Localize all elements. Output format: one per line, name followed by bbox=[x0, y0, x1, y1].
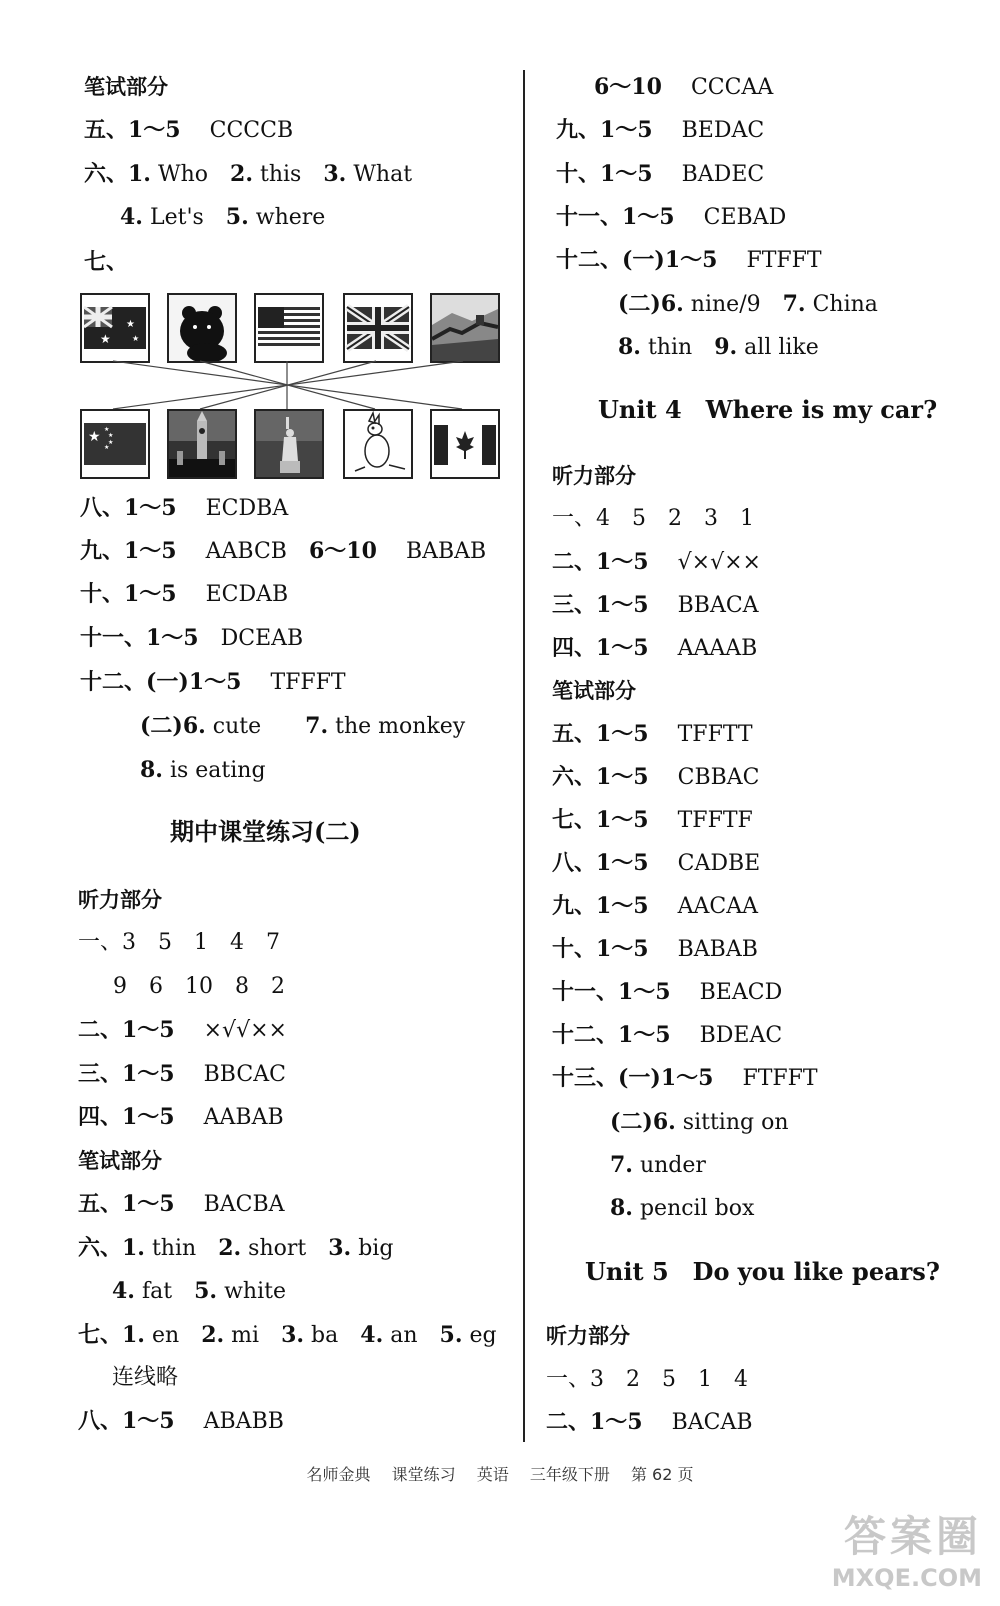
svg-text:★: ★ bbox=[126, 319, 135, 330]
answer-line: 一、4 5 2 3 1 bbox=[552, 506, 754, 531]
section-title: 期中课堂练习(二) bbox=[170, 817, 361, 846]
answer-line: 十、1～5 BADEC bbox=[556, 161, 765, 187]
column-divider bbox=[523, 70, 525, 1442]
answer-line: 十一、1～5 CEBAD bbox=[556, 204, 787, 230]
answer-line: 十二、(一)1～5 TFFFT bbox=[80, 669, 346, 695]
footer-subject: 英语 bbox=[476, 1465, 509, 1484]
svg-text:★: ★ bbox=[88, 429, 101, 445]
answer-line: 六、1. Who 2. this 3. What bbox=[84, 161, 413, 187]
answer-line: 一、3 2 5 1 4 bbox=[546, 1367, 748, 1392]
answer-line: 五、1～5 CCCCB bbox=[84, 117, 294, 143]
answer-line: 8. is eating bbox=[140, 757, 266, 783]
answer-line: 十、1～5 ECDAB bbox=[80, 581, 289, 607]
answer-line: 八、1～5 CADBE bbox=[552, 850, 761, 876]
answer-line: 十二、1～5 BDEAC bbox=[552, 1022, 783, 1048]
answer-line: (二)6. sitting on bbox=[610, 1109, 789, 1135]
answer-line: 4. fat 5. white bbox=[112, 1278, 286, 1304]
answer-note: 连线略 bbox=[112, 1365, 179, 1390]
answer-line: 4. Let's 5. where bbox=[120, 204, 326, 230]
answer-line: 十二、(一)1～5 FTFFT bbox=[556, 247, 822, 273]
answer-line: 五、1～5 BACBA bbox=[78, 1191, 285, 1217]
uk-flag-image bbox=[343, 293, 413, 363]
section-heading: 笔试部分 bbox=[84, 75, 168, 99]
answer-line: 十三、(一)1～5 FTFFT bbox=[552, 1065, 818, 1091]
answer-line: 九、1～5 BEDAC bbox=[556, 117, 765, 143]
answer-line: 二、1～5 √×√×× bbox=[552, 549, 761, 575]
answer-line: 五、1～5 TFFTT bbox=[552, 721, 753, 747]
answer-line: 九、1～5 AABCB 6～10 BABAB bbox=[80, 538, 487, 564]
answer-line: 一、3 5 1 4 7 bbox=[78, 930, 280, 955]
footer-grade: 三年级下册 bbox=[529, 1465, 610, 1484]
svg-text:★: ★ bbox=[104, 426, 110, 433]
svg-text:★: ★ bbox=[132, 334, 140, 343]
answer-line: 三、1～5 BBACA bbox=[552, 592, 759, 618]
answer-line: 七、1～5 TFFTF bbox=[552, 807, 753, 833]
answer-line: 八、1～5 ECDBA bbox=[80, 495, 289, 521]
section-heading: 笔试部分 bbox=[78, 1149, 162, 1173]
answer-line: 三、1～5 BBCAC bbox=[78, 1061, 286, 1087]
page-number: 第 62 页 bbox=[630, 1465, 694, 1484]
section-heading: 听力部分 bbox=[78, 888, 162, 912]
answer-line: 十、1～5 BABAB bbox=[552, 936, 758, 962]
answer-line: 七、1. en 2. mi 3. ba 4. an 5. eg bbox=[78, 1322, 497, 1348]
answer-line: 六、1～5 CBBAC bbox=[552, 764, 760, 790]
answer-line: 7. under bbox=[610, 1152, 706, 1178]
answer-line: 9 6 10 8 2 bbox=[113, 974, 285, 999]
answer-line: 十一、1～5 DCEAB bbox=[80, 625, 304, 651]
canada-flag-image bbox=[430, 409, 500, 479]
page-footer bbox=[0, 1462, 1000, 1485]
svg-text:★: ★ bbox=[108, 439, 114, 446]
svg-text:★: ★ bbox=[104, 444, 110, 451]
answer-line: 六、1. thin 2. short 3. big bbox=[78, 1235, 394, 1261]
bear-image bbox=[167, 293, 237, 363]
china-flag-image bbox=[80, 409, 150, 479]
answer-line: (二)6. cute 7. the monkey bbox=[140, 713, 466, 739]
answer-line: 6～10 CCCAA bbox=[594, 74, 774, 100]
australia-flag-image bbox=[80, 293, 150, 363]
answer-line: 九、1～5 AACAA bbox=[552, 893, 759, 919]
unit-title: Unit 5 Do you like pears? bbox=[585, 1257, 940, 1286]
answer-line: 八、1～5 ABABB bbox=[78, 1408, 284, 1434]
answer-line: 四、1～5 AAAAB bbox=[552, 635, 758, 661]
answer-line: 十一、1～5 BEACD bbox=[552, 979, 783, 1005]
kangaroo-image bbox=[343, 409, 413, 479]
answer-line: 四、1～5 AABAB bbox=[78, 1104, 284, 1130]
unit-title: Unit 4 Where is my car? bbox=[598, 395, 938, 424]
answer-line: 8. pencil box bbox=[610, 1195, 755, 1221]
svg-text:★: ★ bbox=[108, 432, 114, 439]
statue-of-liberty-image bbox=[254, 409, 324, 479]
section-heading: 听力部分 bbox=[546, 1324, 630, 1348]
svg-text:★: ★ bbox=[100, 332, 111, 346]
watermark-logo: 答案圈 MXQE.COM bbox=[831, 1512, 982, 1592]
great-wall-image bbox=[430, 293, 500, 363]
answer-line: 二、1～5 BACAB bbox=[546, 1409, 753, 1435]
answer-label: 七、 bbox=[84, 249, 129, 275]
footer-brand: 名师金典 bbox=[306, 1465, 371, 1484]
footer-series: 课堂练习 bbox=[391, 1465, 456, 1484]
section-heading: 笔试部分 bbox=[552, 679, 636, 703]
big-ben-image bbox=[167, 409, 237, 479]
answer-line: 二、1～5 ×√√×× bbox=[78, 1017, 287, 1043]
answer-line: 8. thin 9. all like bbox=[618, 334, 819, 360]
answer-line: (二)6. nine/9 7. China bbox=[618, 291, 878, 317]
usa-flag-image bbox=[254, 293, 324, 363]
section-heading: 听力部分 bbox=[552, 464, 636, 488]
